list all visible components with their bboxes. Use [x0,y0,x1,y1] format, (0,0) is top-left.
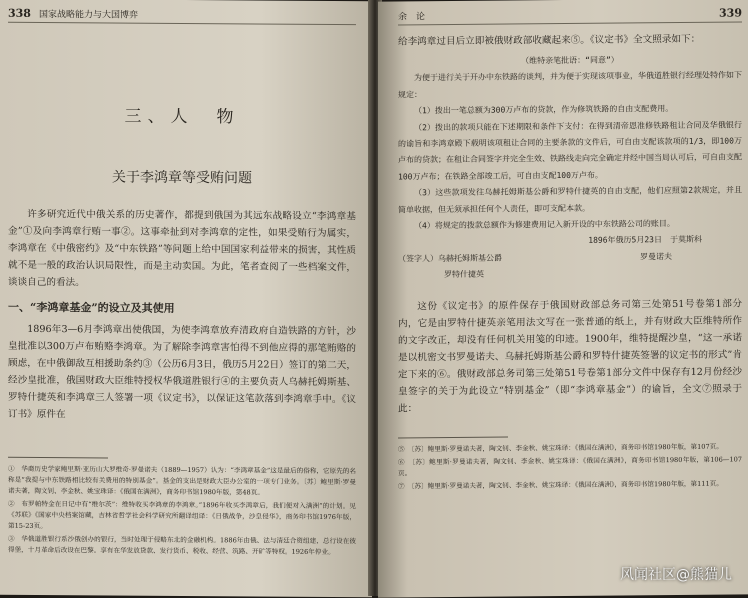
watermark: 风闻社区@熊猫儿 [620,567,732,583]
footnote-1: ① 华裔历史学家鲍里斯·亚历山大罗维奇·罗曼诺夫（1889—1957）认为：“李鸿章基金”这是最后的俗称，它原先的名称是“我提与中东铁路相比较有关费用的特别基金”。基金的支出是财政大臣办公室的一项专门业务。〔苏〕鲍里斯·罗曼诺夫著，陶文钊、李金秋、姚宝珠译：《俄国在满洲》，商务印书馆1980年版，第48页。 [8,464,356,497]
right-page [378,0,748,598]
right-running-head [398,6,742,25]
right-page-number: 339 [719,6,742,20]
subsection-heading: 一、“李鸿章基金”的设立及其使用 [8,300,175,315]
document-clause: （3）这些款项发往乌赫托姆斯基公爵和罗特什捷英的自由支配，他们应照第2款规定，并且简单收据，但无须承担任何个人责任，即可支配本款。 [398,185,742,215]
document-annotation: （维特亲笔批语：“同意”） [521,55,619,66]
footnote-3: ③ 华俄道胜银行系沙俄创办的银行，当时处理于侵略东北的金融机构。1886年由俄、法与清廷合资组建，总行设在彼得堡，十月革命后改设在巴黎。享有在华发放贷款、发行货币、税收、经营、筑路、开矿等特权。1926年停业。 [8,534,356,557]
body-paragraph: 这份《议定书》的原件保存于俄国财政部总务司第三处第51号卷第1部分内，它是由罗特什捷英亲笔用法文写在一张普通的纸上，并有财政大臣维特所作的文字改正，却没有任何机关用笺的印迹。1900年，维特提醒沙皇，“这一承诺是以机密文书罗曼诺夫、乌赫托姆斯基公爵和罗特什捷英签署的议定书的形式”肯定下来的⑥。俄财政部总务司第三处第51号卷第1部分文件中保存有12月份经沙皇签字的关于为此设立“特别基金”（即“李鸿章基金”）的谕旨，全文⑦照录于此： [398,298,742,415]
footnote-5: ⑤ 〔苏〕鲍里斯·罗曼诺夫著，陶文钊、李金秋、姚宝珠译：《俄国在满洲》，商务印书馆1980年版，第107页。 [398,442,723,454]
signer-romanov: 罗曼诺夫 [640,251,672,262]
footnote-divider [398,436,508,438]
left-page-number: 338 [8,6,31,20]
continuation-line: 给李鸿章过目后立即被俄财政部收藏起来⑤。《议定书》全文照录如下： [398,33,701,48]
right-running-title: 余 论 [398,12,426,23]
left-running-head [8,7,356,25]
signer-rothstein: 罗特什捷英 [444,269,484,280]
document-clause: （2）拨出的款项只能在下述期限和条件下支付：在得到清帝恩准修铁路租让合同及华俄银行的谕旨和李鸿章殿下载明该项租让合同的主要条款的文件后，可自由支配该款项的1/3，即100万卢布的贷款；在租让合同签字并完全生效、铁路线走向完全确定并经中国当局认可后，可自由支配100万卢布；在铁路全部竣工后，可自由支配100万卢布。 [398,120,742,182]
chapter-title: 关于李鸿章等受贿问题 [112,169,252,187]
footnote-divider [8,457,108,459]
footnote-7: ⑦ 〔苏〕鲍里斯·罗曼诺夫著，陶文钊、李金秋、姚宝珠译：《俄国在满洲》，商务印书馆1980年版，第111页。 [398,479,723,491]
document-date: 1896年俄历5月23日 于莫斯科 [588,235,702,246]
document-clause: （1）拨出一笔总额为300万卢布的贷款，作为修筑铁路的自由支配费用。 [414,104,674,116]
section-title: 三、人 物 [124,106,240,128]
left-page [0,0,372,597]
document-clause: （4）将规定的拨款总额作为修建费用记入新开设的中东铁路公司的账目。 [414,219,675,231]
document-clause: 为便于进行关于开办中东铁路的谈判，并为便于实现该项事业，华俄道胜银行经理处特作如下规定： [398,70,742,100]
footnote-6: ⑥ 〔苏〕鲍里斯·罗曼诺夫著，陶文钊、李金秋、姚宝珠译：《俄国在满洲》，商务印书馆1980年版，第106—107页。 [398,455,742,478]
footnote-2: ② 布罗帕特金在日记中有“维尔茨”：维特收买李鸿章的李鸿章。”1896年收买李鸿章后，我们便对入满洲”的计划。见《苏联》《国家中央档案馆藏，吉林省哲学社会科学研究所翻译组译：《日俄战争，沙皇侵华》，商务印书馆1976年版，第15-23页。 [8,499,356,531]
body-paragraph: 1896年3—6月李鸿章出使俄国，为使李鸿章放弃清政府自造铁路的方针，沙皇批准以300万卢布贿赂李鸿章。为了解除李鸿章害怕得不到他应得的那笔贿赂的顾虑，在中俄御敌互相援助条约③（公历6月3日，俄历5月22日）签订的第二天，经沙皇批准，俄国财政大臣维特授权华俄道胜银行④的主要负责人乌赫托姆斯基、罗特什捷英和李鸿章三人签署一项《议定书》，以保证这笔款落到李鸿章手中。《议订书》原件在 [8,323,356,421]
intro-paragraph: 许多研究近代中俄关系的历史著作，都提到俄国为其远东战略设立“李鸿章基金”①及向李鸿章行贿一事②。这事牵扯到对李鸿章的定性，如果受贿行为属实，李鸿章在《中俄密约》及“中东铁路”等问题上给中国国家利益带来的损害，其性质就不是一般的政治认识局限性，而是主动卖国。为此，笔者查阅了一些档案文件，谈谈自己的看法。 [8,208,356,289]
left-running-title: 国家战略能力与大国博弈 [38,9,138,21]
signature-label: （签字人）乌赫托姆斯基公爵 [398,253,502,264]
